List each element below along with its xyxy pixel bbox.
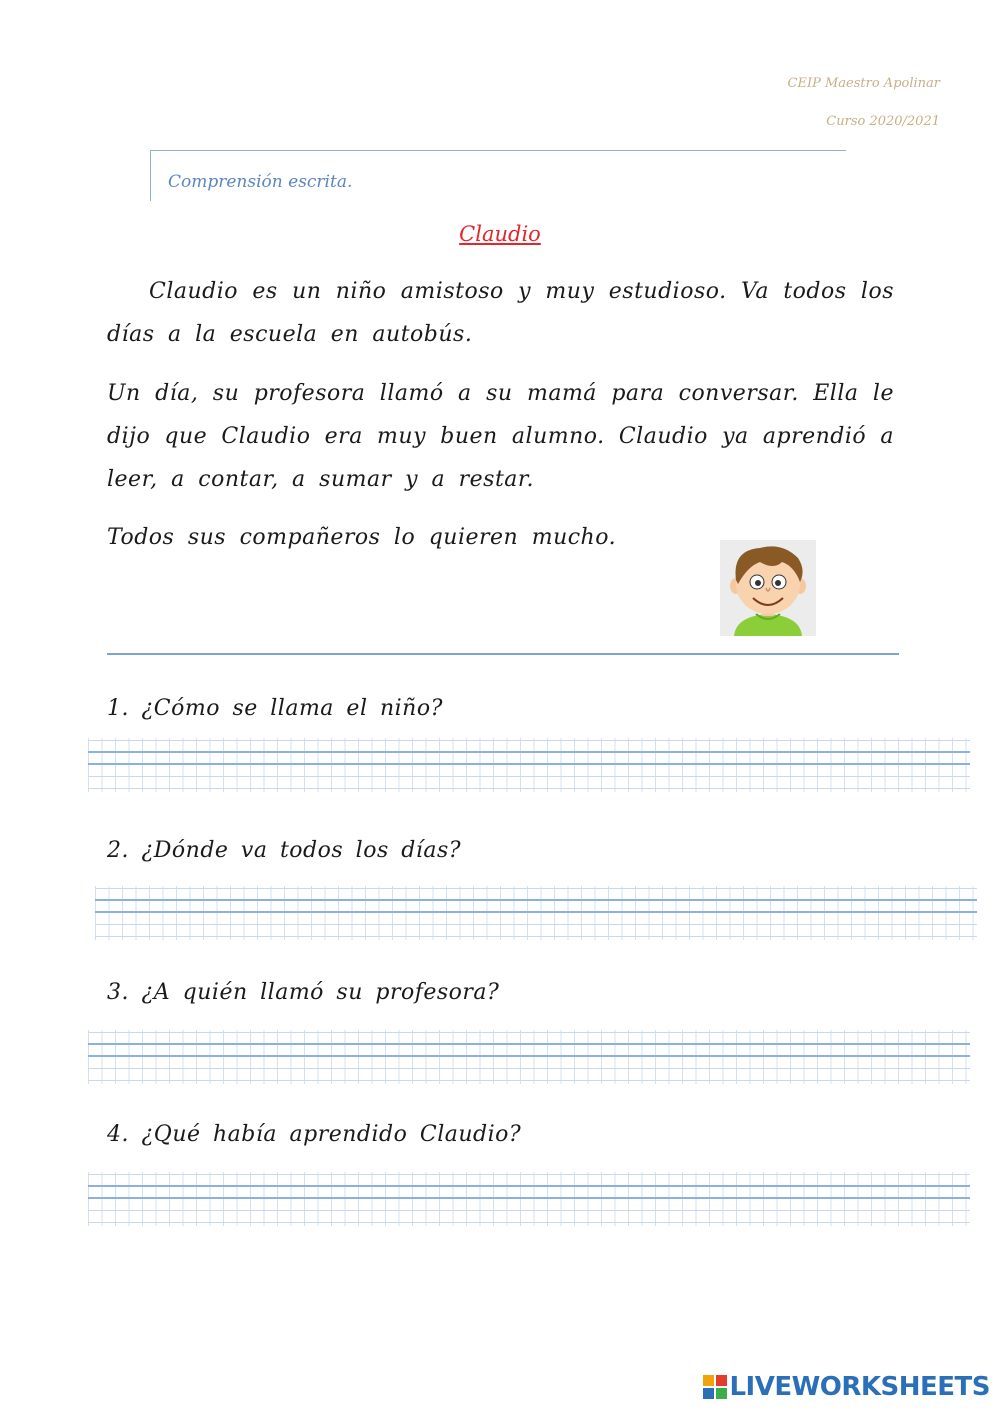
liveworksheets-mark-icon [703, 1375, 727, 1399]
question-3: 3. ¿A quién llamó su profesora? [107, 980, 500, 1005]
section-label: Comprensión escrita. [168, 172, 353, 192]
answer-2-input[interactable] [95, 886, 977, 940]
course-year: Curso 2020/2021 [826, 114, 940, 129]
answer-4-input[interactable] [88, 1172, 970, 1226]
liveworksheets-logo [703, 1372, 990, 1402]
liveworksheets-wordmark: LIVEWORKSHEETS [729, 1372, 990, 1402]
school-name: CEIP Maestro Apolinar [787, 76, 940, 91]
answer-1-input[interactable] [88, 738, 970, 792]
story-paragraph-2: Un día, su profesora llamó a su mamá para conversar. Ella le dijo que Claudio era muy buen alumno. Claudio ya aprendió a leer, a contar, a sumar y a restar. [107, 381, 894, 492]
question-2: 2. ¿Dónde va todos los días? [107, 838, 462, 863]
story-paragraph-3: Todos sus compañeros lo quieren mucho. [107, 525, 617, 550]
answer-3-input[interactable] [88, 1030, 970, 1084]
section-divider [107, 653, 899, 655]
boy-illustration [720, 540, 816, 636]
question-1: 1. ¿Cómo se llama el niño? [107, 696, 443, 721]
story-paragraph-1: Claudio es un niño amistoso y muy estudioso. Va todos los días a la escuela en autobús. [107, 279, 894, 347]
question-4: 4. ¿Qué había aprendido Claudio? [107, 1122, 522, 1147]
story-title: Claudio [459, 222, 541, 246]
